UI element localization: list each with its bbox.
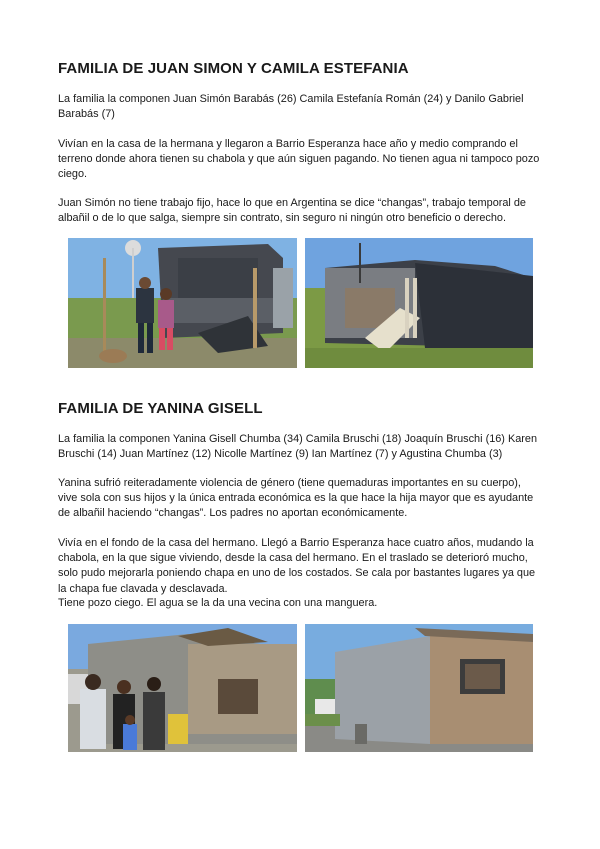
family-2-violence: Yanina sufrió reiteradamente violencia de género (tiene quemaduras importantes en su cuerpo), vive sola con sus hijos y la única entrada económica es la que hace la hija mayor que es ayudante de albañil haciendo “changas”. Los padres no aportan económicamente.: [58, 477, 534, 520]
family-1-photo-people: [68, 238, 297, 368]
family-1-heading: FAMILIA DE JUAN SIMON Y CAMILA ESTEFANIA: [58, 60, 409, 77]
family-1-photo-shack: [305, 238, 533, 368]
family-2-water: Tiene pozo ciego. El agua se la da una vecina con una manguera.: [58, 597, 378, 609]
family-2-photo-people: [68, 624, 297, 752]
family-1-work: Juan Simón no tiene trabajo fijo, hace lo que en Argentina se dice “changas”, trabajo temporal de albañil o de lo que salga, siempre sin contrato, sin seguro ni ningún otro beneficio o derecho.: [58, 197, 526, 225]
family-2-photo-shack: [305, 624, 533, 752]
family-1-housing: Vivían en la casa de la hermana y llegaron a Barrio Esperanza hace año y medio comprando el terreno donde ahora tienen su chabola y que aún siguen pagando. No tienen agua ni tampoco pozo ciego.: [58, 138, 540, 181]
family-2-heading: FAMILIA DE YANINA GISELL: [58, 400, 263, 417]
family-1-members: La familia la componen Juan Simón Barabás (26) Camila Estefanía Román (24) y Danilo Gabriel Barabás (7): [58, 93, 524, 121]
family-2-housing: Vivía en el fondo de la casa del hermano. Llegó a Barrio Esperanza hace cuatro años, mudando la chabola, en la que sigue viviendo, desde la casa del hermano. En el traslado se deterioró mucho, solo pudo mejorarla poniendo chapa en uno de los costados. Se cala por bastantes lugares ya que la chapa fue clavada y desclavada.: [58, 537, 536, 595]
family-2-members: La familia la componen Yanina Gisell Chumba (34) Camila Bruschi (18) Joaquín Bruschi (16) Karen Bruschi (14) Juan Martínez (12) Nicolle Martínez (9) Ian Martínez (7) y Agustina Chumba (3): [58, 433, 538, 461]
